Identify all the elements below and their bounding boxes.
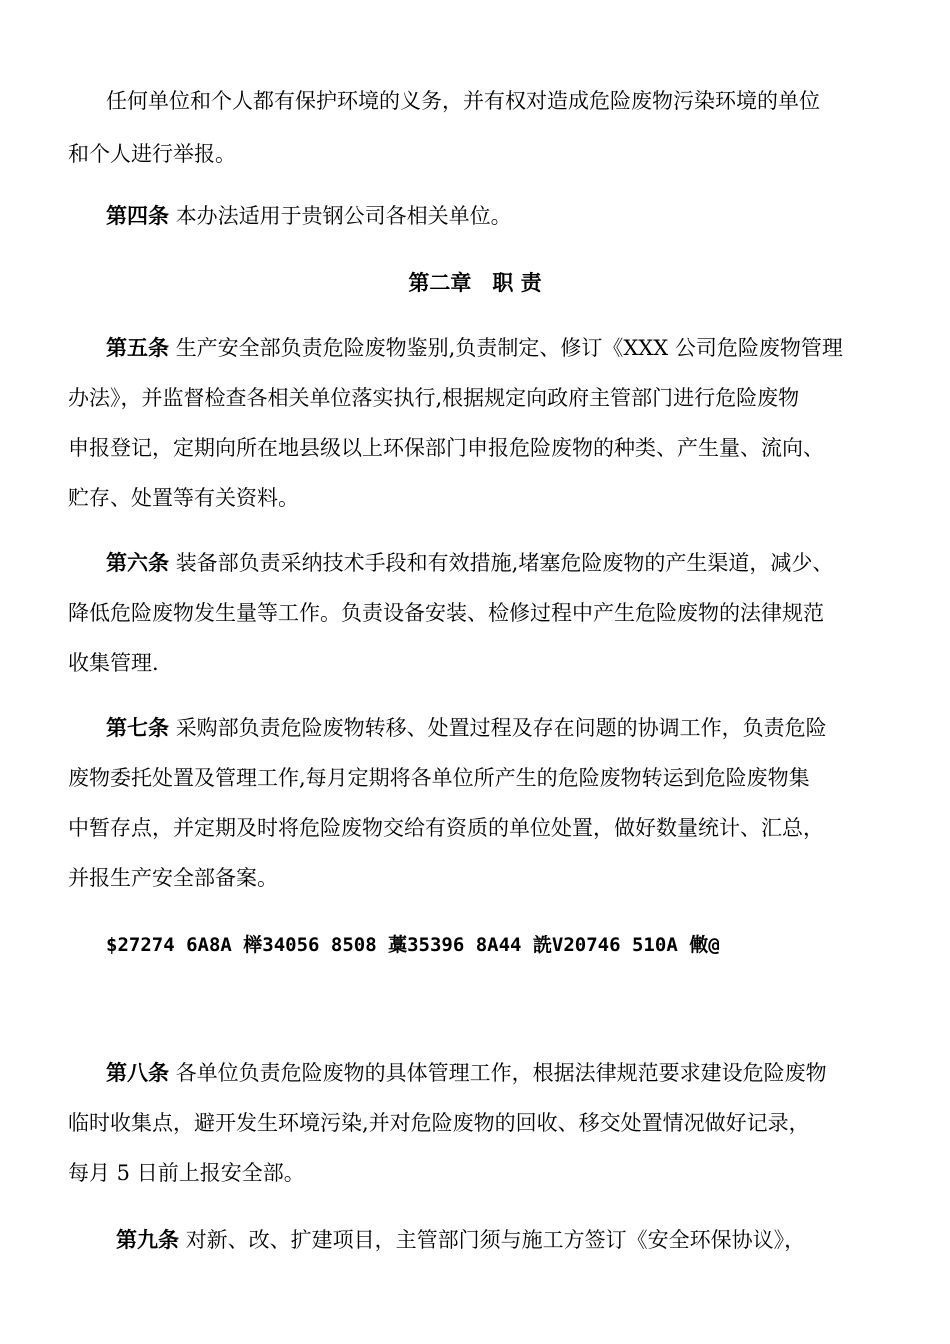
article-4 (106, 201, 512, 231)
paragraph-line: 降低危险废物发生量等工作。负责设备安装、检修过程中产生危险废物的法律规范 (68, 601, 824, 625)
article-label: 第九条 (116, 1228, 179, 1252)
garbled-text-line: $27274 6A8A 榉34056 8508 藁35396 8A44 詵V20746 510A 僌@ (106, 934, 720, 956)
article-label: 第八条 (106, 1061, 169, 1085)
paragraph-line: 贮存、处置等有关资料。 (68, 486, 299, 510)
article-5 (106, 333, 843, 363)
article-6 (106, 548, 833, 578)
article-text: 本办法适用于贵钢公司各相关单位。 (175, 204, 512, 228)
article-text: 装备部负责采纳技术手段和有效措施,堵塞危险废物的产生渠道，减少、 (175, 551, 834, 575)
paragraph-line: 收集管理. (68, 651, 159, 675)
paragraph-line: 临时收集点，避开发生环境污染,并对危险废物的回收、移交处置情况做好记录， (68, 1111, 810, 1135)
chapter-heading: 第二章 职 责 (408, 271, 542, 295)
paragraph-line: 每月 5 日前上报安全部。 (68, 1161, 305, 1185)
paragraph-line: 办法》，并监督检查各相关单位落实执行,根据规定向政府主管部门进行危险废物 (68, 386, 800, 410)
article-9 (116, 1225, 805, 1255)
article-7 (106, 713, 827, 743)
paragraph-line: 中暂存点，并定期及时将危险废物交给有资质的单位处置，做好数量统计、汇总， (68, 816, 824, 840)
article-text: 对新、改、扩建项目，主管部门须与施工方签订《安全环保协议》， (185, 1228, 806, 1252)
article-label: 第五条 (106, 336, 169, 360)
paragraph-line: 废物委托处置及管理工作,每月定期将各单位所产生的危险废物转运到危险废物集 (68, 766, 810, 790)
article-label: 第四条 (106, 204, 169, 228)
article-8 (106, 1058, 827, 1088)
paragraph-line: 任何单位和个人都有保护环境的义务，并有权对造成危险废物污染环境的单位 (106, 89, 820, 113)
paragraph-line: 和个人进行举报。 (68, 142, 236, 166)
article-text: 生产安全部负责危险废物鉴别,负责制定、修订《XXX 公司危险废物管理 (175, 336, 843, 360)
article-label: 第六条 (106, 551, 169, 575)
paragraph-line: 并报生产安全部备案。 (68, 866, 278, 890)
article-text: 采购部负责危险废物转移、处置过程及存在问题的协调工作，负责危险 (175, 716, 827, 740)
paragraph-line: 申报登记，定期向所在地县级以上环保部门申报危险废物的种类、产生量、流向、 (68, 436, 824, 460)
article-label: 第七条 (106, 716, 169, 740)
article-text: 各单位负责危险废物的具体管理工作，根据法律规范要求建设危险废物 (175, 1061, 827, 1085)
